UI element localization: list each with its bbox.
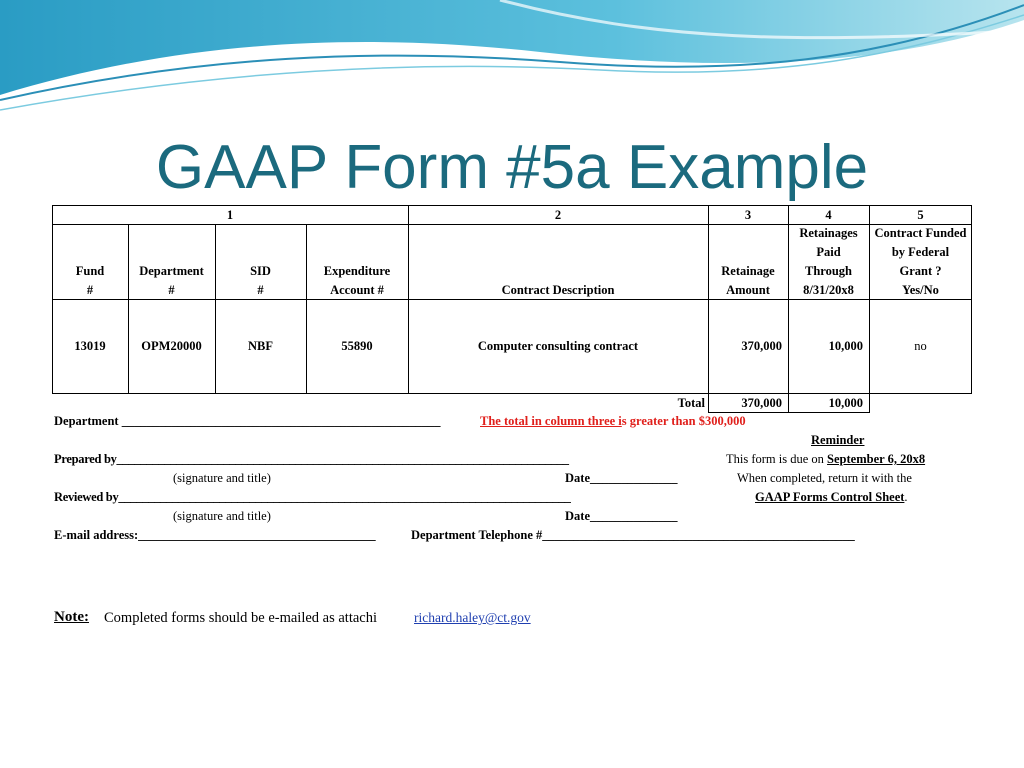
department-telephone-line: Department Telephone #__________________________________________________ bbox=[411, 528, 855, 542]
reviewed-by-line: Reviewed by____________________________________________________________________________ bbox=[54, 490, 571, 504]
cell-retainages-paid: 10,000 bbox=[828, 339, 863, 353]
total-label: Total bbox=[677, 396, 705, 410]
header-department: Department # bbox=[139, 264, 204, 297]
reminder-return: When completed, return it with the bbox=[737, 471, 912, 485]
group-number-2: 2 bbox=[554, 208, 562, 222]
reminder-heading: Reminder bbox=[811, 433, 865, 447]
note-text: Completed forms should be e-mailed as attachi bbox=[104, 610, 378, 626]
cell-expenditure-account: 55890 bbox=[341, 339, 373, 353]
header-fund: Fund # bbox=[75, 264, 105, 297]
reminder-due-date: This form is due on September 6, 20x8 bbox=[726, 452, 926, 466]
prepared-signature-hint: (signature and title) bbox=[173, 471, 271, 485]
cell-sid: NBF bbox=[248, 339, 273, 353]
group-number-5: 5 bbox=[917, 208, 924, 222]
header-retainage-amount: Retainage Amount bbox=[721, 264, 775, 297]
cell-fund: 13019 bbox=[74, 339, 106, 353]
reviewed-signature-hint: (signature and title) bbox=[173, 509, 271, 523]
reviewed-date-line: Date______________ bbox=[565, 509, 678, 523]
header-sid: SID # bbox=[250, 264, 271, 297]
email-address-line: E-mail address:______________________________________ bbox=[54, 528, 376, 542]
note-label: Note: bbox=[54, 609, 89, 625]
header-contract-description: Contract Description bbox=[501, 283, 615, 297]
prepared-date-line: Date______________ bbox=[565, 471, 678, 485]
prepared-by-line: Prepared by____________________________________________________________________________ bbox=[54, 452, 569, 466]
warning-text: The total in column three is greater than $300,000 bbox=[480, 414, 746, 428]
cell-retainage-amount: 370,000 bbox=[741, 339, 782, 353]
total-retainage: 370,000 bbox=[741, 396, 782, 410]
note-email-link[interactable]: richard.haley@ct.gov bbox=[414, 610, 531, 625]
cell-department: OPM20000 bbox=[141, 339, 202, 353]
total-retainages-paid: 10,000 bbox=[828, 396, 863, 410]
group-number-4: 4 bbox=[825, 208, 832, 222]
department-line: Department ___________________________________________________ bbox=[54, 414, 441, 428]
group-number-1: 1 bbox=[226, 208, 234, 222]
cell-federal-grant: no bbox=[914, 339, 927, 353]
page-title: GAAP Form #5a Example bbox=[155, 133, 869, 202]
header-contract-funded-federal: Contract Funded by Federal Grant ? Yes/No bbox=[874, 226, 967, 297]
reminder-control-sheet: GAAP Forms Control Sheet. bbox=[755, 490, 908, 504]
gaap-form-table bbox=[52, 205, 972, 413]
group-number-3: 3 bbox=[744, 208, 752, 222]
cell-contract-description: Computer consulting contract bbox=[477, 339, 639, 353]
header-expenditure-account: Expenditure Account # bbox=[323, 264, 391, 297]
header-retainages-paid: Retainages Paid Through 8/31/20x8 bbox=[799, 226, 858, 297]
header-waves-decoration bbox=[0, 0, 1024, 120]
